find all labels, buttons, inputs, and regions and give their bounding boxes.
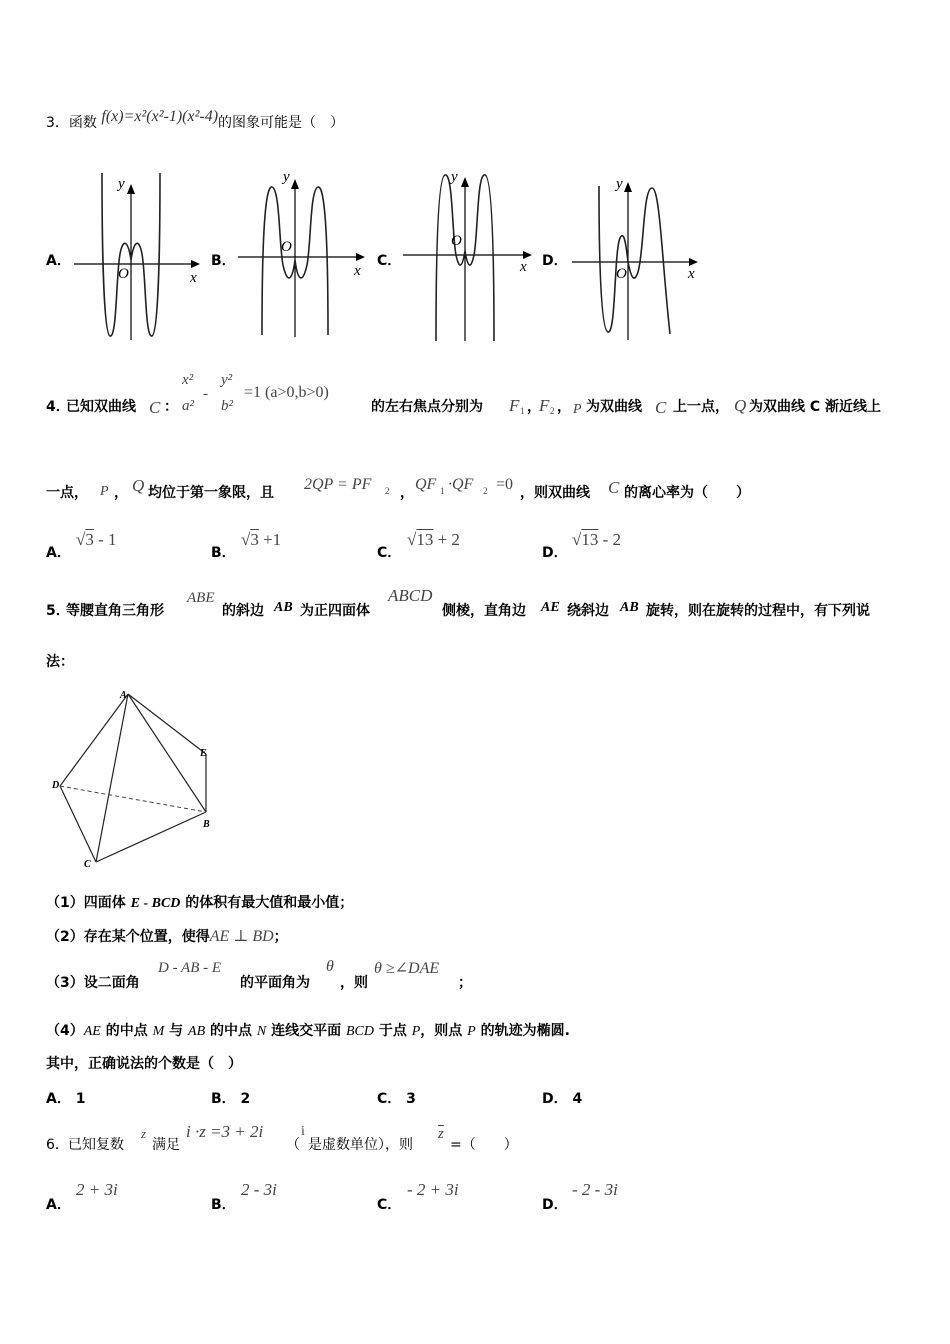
q6-option-c[interactable]: C． - 2 + 3i xyxy=(377,1180,459,1213)
q3-line xyxy=(46,108,345,132)
q5-text-b: 的斜边 xyxy=(222,603,264,619)
q4-F2-sub: 2 xyxy=(550,406,555,416)
q4-option-d[interactable] xyxy=(542,530,692,560)
q4-one-point: 上一点， xyxy=(673,399,729,415)
q5-AB-2: AB xyxy=(620,600,639,615)
q6-option-b[interactable]: B． 2 - 3i xyxy=(211,1180,277,1213)
q3-graph-c-x: x xyxy=(520,259,527,275)
q4-asymptote-text: 为双曲线 C 渐近线上 xyxy=(749,399,882,415)
q3-option-b-label: B． xyxy=(211,253,236,269)
q4-cond-2-sub1: 1 xyxy=(440,486,445,496)
q4-F2: F xyxy=(539,396,550,415)
q3-graph-d-x: x xyxy=(688,266,695,282)
q4-cond-1-sub: 2 xyxy=(385,486,390,496)
q4-eccentricity: 的离心率为（ ） xyxy=(624,485,750,501)
q4-colon: ： xyxy=(164,399,178,415)
q4-frac1-num: x² xyxy=(182,372,194,388)
q3-graph-b-y: y xyxy=(283,169,290,185)
q5-statement-4: （4）AE 的中点 M 与 AB 的中点 N 连线交平面 BCD 于点 P，则点 P 的轨迹为椭圆. xyxy=(46,1023,570,1039)
q3-graph-c-y: y xyxy=(451,169,458,185)
q4-option-d-value: √13 - 2 xyxy=(572,530,622,549)
q4-comma-3: ， xyxy=(114,485,128,501)
q5-figure-label-C: C xyxy=(84,859,91,870)
q5-option-b[interactable]: B． 2 xyxy=(211,1091,251,1107)
q5-text-a: 等腰直角三角形 xyxy=(66,603,164,619)
q4-Q-2: Q xyxy=(132,476,145,495)
q5-number: 5． xyxy=(46,603,70,619)
q3-graph-a-origin: O xyxy=(118,266,129,282)
q4-cond-1: 2QP = PF xyxy=(304,476,372,493)
q4-comma-1: ， xyxy=(527,399,541,415)
q4-one-point-2: 一点， xyxy=(46,485,88,501)
q4-option-c-label: C． xyxy=(377,545,402,561)
q3-number: 3． xyxy=(46,115,69,131)
q4-eq-rest: =1 (a>0,b>0) xyxy=(244,384,329,401)
q6-option-a[interactable]: A． 2 + 3i xyxy=(46,1180,118,1213)
q5-ABE: ABE xyxy=(187,590,215,606)
q5-question: 其中，正确说法的个数是（ ） xyxy=(46,1056,242,1072)
q4-C: C xyxy=(149,398,161,417)
q5-text-d: 侧棱，直角边 xyxy=(442,603,526,619)
q5-figure xyxy=(50,686,225,871)
q4-Q: Q xyxy=(734,396,747,415)
q5-text-c: 为正四面体 xyxy=(300,603,370,619)
q3-graph-b xyxy=(238,165,373,340)
q4-option-c-value: √13 + 2 xyxy=(407,530,460,549)
q4-F1: F xyxy=(509,396,520,415)
q4-cond-2a: QF xyxy=(415,476,437,493)
q3-graph-a-x: x xyxy=(190,270,197,286)
q4-then-hyperbola: ，则双曲线 xyxy=(520,485,590,501)
q4-comma-4: ， xyxy=(400,485,414,501)
q4-frac1-den: a² xyxy=(182,398,194,414)
q3-graph-b-x: x xyxy=(354,263,361,279)
q5-AE: AE xyxy=(541,600,560,615)
q5-figure-label-D: D xyxy=(52,780,60,791)
q5-ABCD: ABCD xyxy=(388,586,433,605)
q4-P-2: P xyxy=(100,484,109,499)
q3-option-a-label: A． xyxy=(46,253,71,269)
q3-option-c-label: C． xyxy=(377,253,402,269)
q3-graph-c xyxy=(403,165,538,345)
q5-text-g: 法： xyxy=(46,654,74,670)
q4-F1-sub: 1 xyxy=(520,406,525,416)
q4-option-a-value: √3 - 1 xyxy=(76,530,117,549)
q4-option-a[interactable] xyxy=(46,530,196,560)
q4-C-2: C xyxy=(655,398,667,417)
q5-AB: AB xyxy=(274,600,293,615)
q5-statement-2: （2）存在某个位置，使得AE ⊥ BD； xyxy=(46,928,288,945)
q3-lead: 函数 xyxy=(68,115,97,131)
q4-option-b-label: B． xyxy=(211,545,236,561)
q5-option-d[interactable]: D． 4 xyxy=(542,1091,583,1107)
q4-option-d-label: D． xyxy=(542,545,568,561)
q3-graph-d-y: y xyxy=(616,176,623,192)
q4-intro: 已知双曲线 xyxy=(66,399,136,415)
q4-comma-2: ， xyxy=(557,399,571,415)
q6-option-d[interactable]: D． - 2 - 3i xyxy=(542,1180,618,1213)
q4-P: P xyxy=(573,402,582,417)
q4-number: 4． xyxy=(46,399,70,415)
q4-C-3: C xyxy=(608,478,620,497)
q5-text-f: 旋转，则在旋转的过程中，有下列说 xyxy=(646,603,870,619)
q4-cond-2b: ·QF xyxy=(448,476,474,493)
q4-frac2-den: b² xyxy=(221,398,233,414)
q3-graph-d xyxy=(572,172,707,342)
q5-figure-label-E: E xyxy=(200,748,207,759)
q3-graph-a-y: y xyxy=(118,176,125,192)
q5-option-a[interactable]: A． 1 xyxy=(46,1091,86,1107)
q3-graph-b-origin: O xyxy=(281,239,292,255)
q4-option-b-value: √3 +1 xyxy=(241,530,282,549)
q5-text-e: 绕斜边 xyxy=(567,603,609,619)
q3-graph-c-origin: O xyxy=(451,233,462,249)
q3-graph-a xyxy=(72,168,207,343)
q4-option-c[interactable] xyxy=(377,530,527,560)
q4-option-a-label: A． xyxy=(46,545,71,561)
q4-foci-text: 的左右焦点分别为 xyxy=(371,399,483,415)
q5-figure-label-B: B xyxy=(203,819,210,830)
q4-first-quadrant: 均位于第一象限，且 xyxy=(148,485,274,501)
q5-statement-1: （1）四面体 E - BCD 的体积有最大值和最小值； xyxy=(46,895,354,911)
q4-frac2-num: y² xyxy=(221,372,233,388)
q3-graph-d-origin: O xyxy=(616,266,627,282)
q4-cond-2c: =0 xyxy=(496,476,514,493)
q3-formula: f(x)=x²(x²-1)(x²-4) xyxy=(101,108,219,125)
q5-figure-label-A: A xyxy=(120,690,127,701)
q3-tail: 的图象可能是（ ） xyxy=(218,115,345,131)
q4-minus: - xyxy=(203,386,208,402)
q4-cond-2-sub2: 2 xyxy=(483,486,488,496)
q4-on-hyperbola: 为双曲线 xyxy=(586,399,642,415)
q4-option-b[interactable] xyxy=(211,530,361,560)
q5-option-c[interactable]: C． 3 xyxy=(377,1091,416,1107)
q3-option-d-label: D． xyxy=(542,253,568,269)
